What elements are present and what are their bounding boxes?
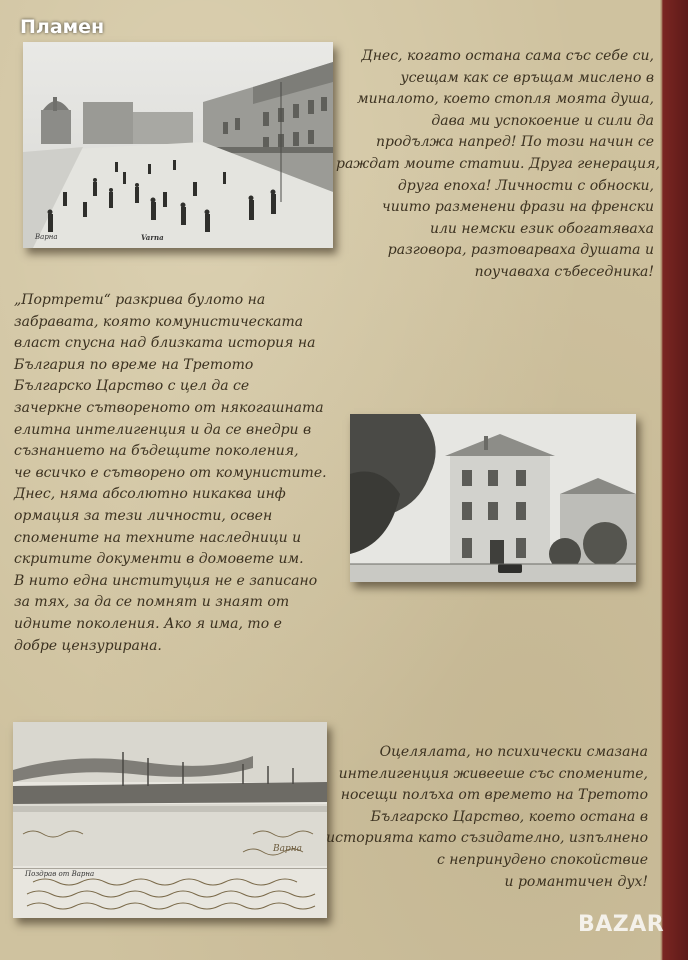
port-illustration	[13, 722, 327, 918]
paragraph-line: интелигенция живееше със спомените,	[338, 765, 648, 782]
paragraph-line: продължа напред! По този начин се	[375, 134, 654, 151]
paragraph-line: спомените на техните наследници и	[14, 529, 302, 546]
paragraph-top	[336, 46, 660, 284]
paragraph-line: историята като съзидателно, изпълнено	[326, 830, 648, 847]
paragraph-line: добре цензурирана.	[14, 637, 162, 654]
paragraph-line: за тях, за да се помнят и знаят от	[14, 594, 290, 611]
paragraph-line: миналото, което стопля моята душа,	[357, 91, 654, 108]
paragraph-line: носещи полъха от времето на Третото	[340, 787, 648, 804]
photo-varna-square	[23, 42, 333, 248]
villa-illustration	[350, 414, 636, 582]
paragraph-line: че всичко е сътворено от комунистите.	[14, 464, 327, 481]
varna-caption-mid: Varna	[141, 233, 164, 242]
paragraph-bottom	[318, 742, 648, 893]
paragraph-line: или немски език обогатяваха	[429, 220, 654, 237]
paragraph-line: друга епоха! Личности с обноски,	[397, 177, 654, 194]
paragraph-line: дава ми успокоение и сили да	[431, 112, 654, 129]
paragraph-line: забравата, която комунистическата	[14, 313, 304, 330]
paragraph-line: разговора, разтоварваха душата и	[387, 242, 654, 259]
paragraph-line: Оцелялата, но психически смазана	[379, 744, 648, 760]
paragraph-line: ормация за тези личности, освен	[14, 507, 273, 524]
paragraph-line: усещам как се връщам мислено в	[400, 69, 654, 86]
varna-caption-left: Варна	[35, 233, 58, 241]
paragraph-line: Днес, когато остана сама със себе си,	[361, 48, 654, 64]
paragraph-line: поучаваха събеседника!	[474, 263, 654, 280]
port-caption-left: Поздрав от Варна	[25, 870, 95, 878]
paragraph-line: раждат моите статии. Друга генерация,	[336, 155, 660, 172]
paragraph-line: съзнанието на бъдещите поколения,	[14, 443, 299, 460]
photo-varna-port	[13, 722, 327, 918]
port-caption-right: Варна	[273, 844, 303, 854]
paragraph-line: Българско Царство с цел да се	[14, 378, 250, 395]
paragraph-line: България по време на Третото	[14, 356, 254, 373]
paragraph-line: елитна интелигенция и да се внедри в	[14, 421, 312, 438]
seller-name-label: Пламен	[20, 16, 105, 38]
paragraph-line: и романтичен дух!	[504, 873, 648, 890]
photo-villa	[350, 414, 636, 582]
paragraph-line: чиито разменени фрази на френски	[382, 199, 654, 216]
bazar-watermark-logo: BAZAR	[578, 912, 665, 937]
paragraph-line: идните поколения. Ако я има, то е	[14, 615, 282, 632]
paragraph-line: власт спусна над близката история на	[14, 335, 316, 352]
paragraph-line: В нито една институция не е записано	[14, 572, 318, 589]
paragraph-line: „Портрети“ разкрива булото на	[14, 292, 266, 308]
paragraph-line: зачеркне сътвореното от някогашната	[14, 399, 324, 416]
paragraph-line: скритите документи в домовете им.	[14, 551, 304, 568]
paragraph-line: с непринудено спокойствие	[436, 851, 648, 868]
paragraph-line: Днес, няма абсолютно никаква инф	[14, 486, 286, 503]
paragraph-line: Българско Царство, което остана в	[370, 808, 648, 825]
paragraph-middle	[14, 290, 334, 657]
varna-square-illustration	[23, 42, 333, 248]
